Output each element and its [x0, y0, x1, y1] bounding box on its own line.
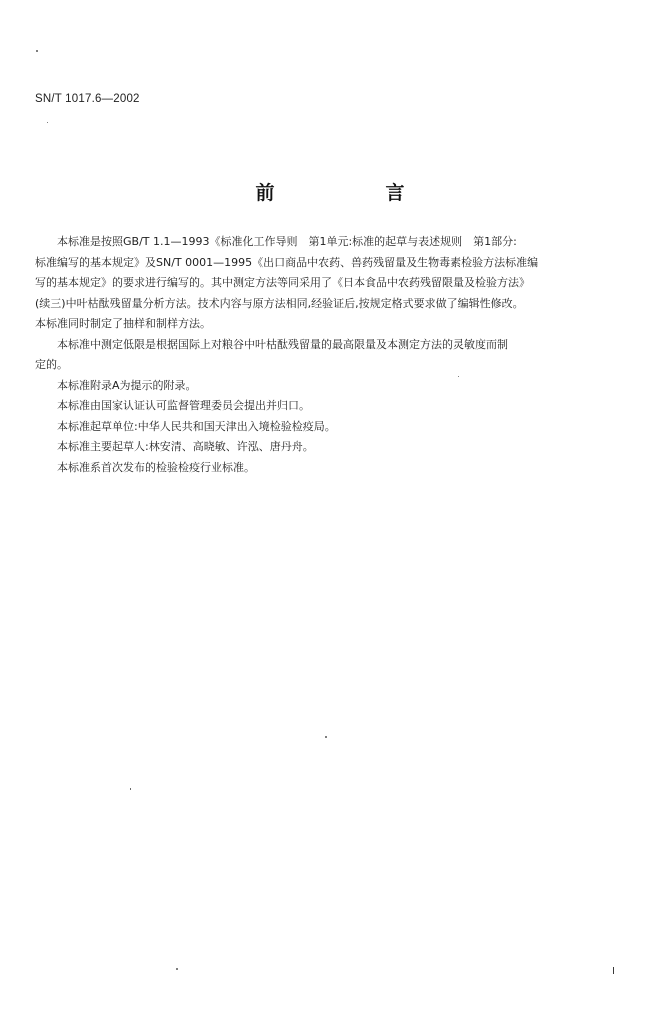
- text-line: 本标准系首次发布的检验检疫行业标准。: [57, 460, 255, 474]
- text-line: (续三)中叶枯酞残留量分析方法。技术内容与原方法相同,经验证后,按规定格式要求做了编辑性修改。: [35, 296, 524, 310]
- paragraph: [35, 376, 635, 397]
- scan-speck: [130, 788, 131, 790]
- text-line: 本标准起草单位:中华人民共和国天津出入境检验检疫局。: [57, 419, 336, 433]
- paragraph: [35, 437, 635, 458]
- paragraph: [35, 335, 635, 376]
- scan-speck: [325, 736, 327, 738]
- text-line: 标准编写的基本规定》及SN/T 0001—1995《出口商品中农药、兽药残留量及生物毒素检验方法标准编: [35, 255, 539, 269]
- text-line: 写的基本规定》的要求进行编写的。其中测定方法等同采用了《日本食品中农药残留限量及检验方法》: [35, 276, 530, 289]
- preface-body: [35, 232, 635, 478]
- text-line: 本标准主要起草人:林安清、高晓敏、许泓、唐丹舟。: [57, 440, 314, 453]
- scan-speck: [176, 968, 178, 970]
- document-id: SN/T 1017.6—2002: [35, 93, 140, 105]
- text-line: 本标准由国家认证认可监督管理委员会提出并归口。: [57, 399, 310, 412]
- text-line: 本标准中测定低限是根据国际上对粮谷中叶枯酞残留量的最高限量及本测定方法的灵敏度而制: [57, 337, 508, 351]
- scan-speck: [36, 50, 38, 52]
- paragraph: [35, 396, 635, 417]
- paragraph: [35, 232, 635, 335]
- scan-speck: [47, 122, 48, 123]
- paragraph: [35, 458, 635, 479]
- text-line: 本标准是按照GB/T 1.1—1993《标准化工作导则 第1单元:标准的起草与表述规则 第1部分:: [57, 235, 517, 248]
- section-title: 前 言: [255, 182, 451, 204]
- text-line: 本标准附录A为提示的附录。: [57, 378, 197, 392]
- text-line: 本标准同时制定了抽样和制样方法。: [35, 317, 211, 330]
- paragraph: [35, 417, 635, 438]
- scan-speck: [458, 376, 459, 377]
- text-line: 定的。: [35, 358, 68, 371]
- page-mark: I: [612, 966, 615, 977]
